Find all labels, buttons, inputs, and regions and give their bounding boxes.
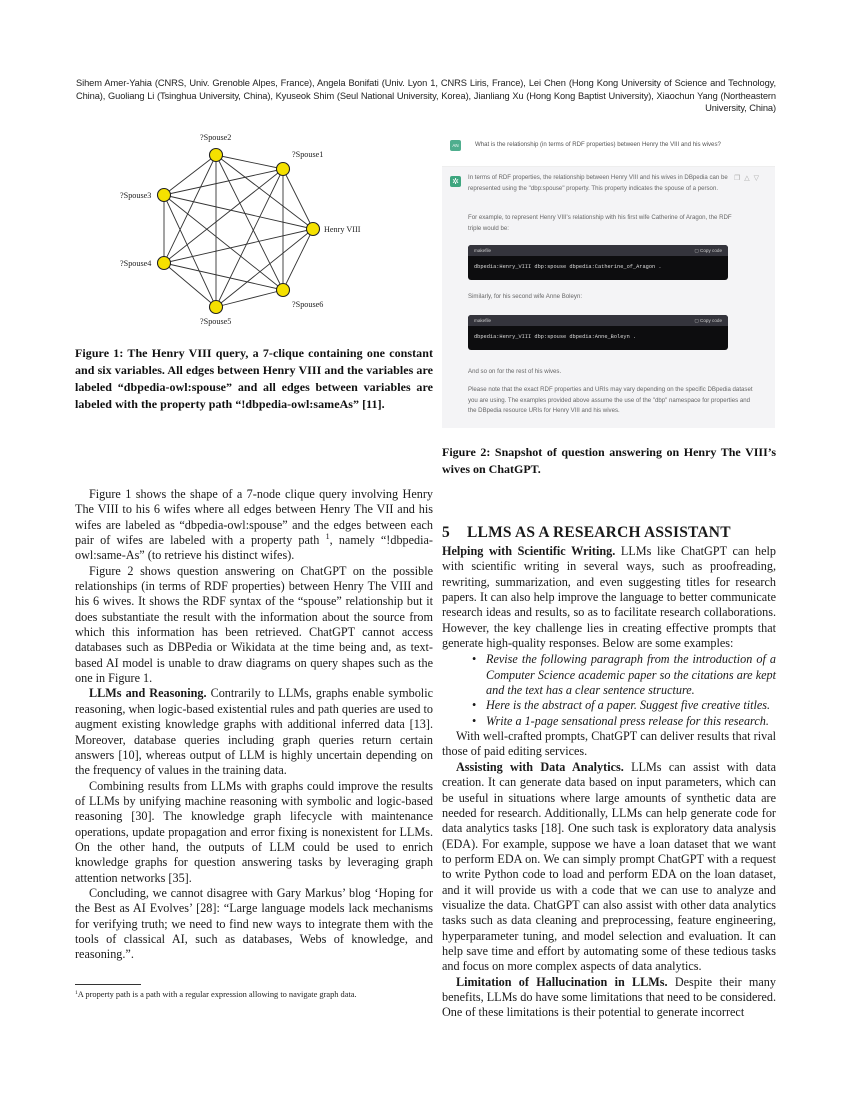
clique-graph <box>100 125 380 335</box>
copy-icon[interactable]: ❐ <box>733 175 745 182</box>
figure-1-caption: Figure 1: The Henry VIII query, a 7-clique containing one constant and six variables. All edges between Henry VIII and the variables are labeled “dbpedia-owl:spouse” and all edges between variables are labeled with the property path “!dbpedia-owl:sameAs” [11]. <box>75 346 433 411</box>
edge-spouse1-spouse3 <box>164 169 283 195</box>
edge-henry-spouse6 <box>283 229 313 290</box>
thumbs-up-icon[interactable]: △ <box>744 175 754 182</box>
answer-paragraph-1: In terms of RDF properties, the relationship between Henry VIII and his wives in DBpedia can be represented using the "dbp:spouse" property. This property indicates the spouse of a person. <box>468 174 728 192</box>
user-avatar: AN <box>450 140 461 151</box>
paragraph-heading: Helping with Scientific Writing. <box>442 544 616 558</box>
node-label-spouse4: ?Spouse4 <box>120 259 152 268</box>
edge-spouse5-spouse4 <box>164 263 216 307</box>
figure-2-chatgpt-snapshot <box>442 132 775 430</box>
node-label-spouse2: ?Spouse2 <box>200 133 232 142</box>
footnote <box>75 989 435 1000</box>
answer-paragraph-3: Similarly, for his second wife Anne Boleyn: <box>468 293 583 300</box>
node-henry <box>307 223 320 236</box>
node-label-spouse5: ?Spouse5 <box>200 317 232 326</box>
node-label-spouse3: ?Spouse3 <box>120 191 152 200</box>
code-text: dbpedia:Henry_VIII dbp:spouse dbpedia:Catherine_of_Aragon . <box>474 264 662 270</box>
text: LLMs like ChatGPT can help with scientific writing in several ways, such as proofreading, rewriting, summarization, and even suggesting titles for research papers. It can also help improve the language to better communicate research ideas and results, so as to facilitate research collaborations. However, the key challenge lies in creating effective prompts that generate high-quality responses. Below are some examples: <box>442 544 776 651</box>
paragraph-heading: Assisting with Data Analytics. <box>456 759 624 774</box>
section-number: 5 <box>442 524 450 541</box>
answer-paragraph-5: Please note that the exact RDF properties and URIs may vary depending on the specific DBpedia dataset you are using. The examples provided above assume the use of the "dbp" namespace for properties and the DBpedia resource URIs for Henry VIII and his wives. <box>468 386 753 414</box>
user-message <box>442 132 775 160</box>
edge-spouse5-spouse3 <box>164 195 216 307</box>
text: LLMs can assist with data creation. It can generate data based on input parameters, which can be useful in situations where large amounts of synthetic data are needed for research. Additionally, LLMs can help generate code for data analytics tasks [18]. One such task is exploratory data analysis (EDA). For example, suppose we have a loan dataset that we want to perform EDA on. We can simply prompt ChatGPT with a request to write Python code to load and perform EDA on the loan dataset, and it will provide us with a code that we can use to analyze and visualize the data. ChatGPT can also assist with other data analytics tasks such as data cleaning and preprocessing, feature engineering, hyperparameter tuning, and model selection and evaluation. It can help save time and effort by automating some of these tedious tasks and focus on more complex aspects of data analytics. <box>442 759 776 974</box>
text: Despite their many benefits, LLMs do have some limitations that need to be considered. One of these limitations is their potential to generate incorrect <box>442 974 776 1020</box>
node-spouse2 <box>210 149 223 162</box>
paragraph <box>75 487 433 564</box>
paragraph: Concluding, we cannot disagree with Gary Markus’ blog ‘Hoping for the Best as AI Evolves’ [28]: “Large language models lack mechanisms for verifying truth; we need to find new ways to integrate them with the tools of classical AI, such as databases, Webs of knowledge, and reasoning.”. <box>75 885 433 962</box>
node-spouse3 <box>158 189 171 202</box>
copy-code-button[interactable]: ▢ Copy code <box>694 318 722 323</box>
paragraph: Figure 2 shows question answering on ChatGPT on the possible relationships (in terms of RDF properties) between Henry The VIII and his 6 wives. It shows the RDF syntax of the “spouse” relationship but it does substantiate the result with the information about the source from which this information has been retrieved. ChatGPT cannot access databases such as DBPedia or Wikidata at the time being and, as text-based AI model is unable to draw diagrams on query shapes such as the one in Figure 1. <box>75 563 433 686</box>
edge-henry-spouse4 <box>164 229 313 263</box>
node-spouse5 <box>210 301 223 314</box>
thumbs-down-icon[interactable]: ▽ <box>753 175 763 182</box>
edge-spouse6-spouse3 <box>164 195 283 290</box>
node-spouse6 <box>277 284 290 297</box>
message-action-icons[interactable] <box>734 174 763 182</box>
code-block-header <box>468 245 728 256</box>
code-block-header <box>468 315 728 326</box>
figure-1-clique-diagram <box>100 125 380 335</box>
prompt-examples-list <box>442 652 776 729</box>
edge-henry-spouse5 <box>216 229 313 307</box>
right-column-body <box>442 523 776 1021</box>
answer-paragraph-2: For example, to represent Henry VIII's relationship with his first wife Catherine of Aragon, the RDF triple would be: <box>468 214 732 232</box>
node-label-spouse1: ?Spouse1 <box>292 150 324 159</box>
copy-code-label: Copy code <box>700 318 722 323</box>
figure-2-caption: Figure 2: Snapshot of question answering on Henry The VIII’s wives on ChatGPT. <box>442 445 776 476</box>
node-label-spouse6: ?Spouse6 <box>292 300 324 309</box>
footnote-text: A property path is a path with a regular expression allowing to navigate graph data. <box>77 990 357 999</box>
node-spouse1 <box>277 163 290 176</box>
paragraph: Combining results from LLMs with graphs could improve the results of LLMs by unifying machine reasoning with symbolic and logic-based reasoning [30]. The knowledge graph lifecycle with maintenance operations, update propagation and error fixing is nonexistent for LLMs. On the other hand, the outputs of LLM could be used to enrich knowledge graphs for question answering tasks by leveraging graph attention networks [35]. <box>75 778 433 885</box>
edge-spouse2-spouse6 <box>216 155 283 290</box>
edge-spouse1-spouse4 <box>164 169 283 263</box>
answer-paragraph-4: And so on for the rest of his wives. <box>468 368 562 375</box>
chatgpt-logo-icon: ✲ <box>450 176 461 187</box>
code-block-1 <box>468 245 728 280</box>
footnote-mark: 1 <box>75 990 78 996</box>
list-item: • Write a 1-page sensational press release for this research. <box>472 714 776 729</box>
user-question: What is the relationship (in terms of RDF properties) between Henry the VIII and his wives? <box>475 141 721 148</box>
paragraph <box>442 544 776 651</box>
footnote-ref[interactable]: 1 <box>325 532 330 542</box>
paragraph <box>75 686 433 778</box>
assistant-message <box>442 166 775 428</box>
text: Contrarily to LLMs, graphs enable symbolic reasoning, when logic-based existential rules and path queries are used to augment existing knowledge graphs with additional inferred data [13]. Moreover, database queries including graph queries return certain answers [10], whereas output of LLM is highly uncertain depending on the frequency of values in the training data. <box>75 686 433 778</box>
text: , namely “!dbpedia-owl:same-As” (to retrieve his distinct wifes). <box>75 533 433 563</box>
node-spouse4 <box>158 257 171 270</box>
code-language-label: makefile <box>474 248 492 253</box>
paragraph <box>442 975 776 1021</box>
running-header-authors: Sihem Amer-Yahia (CNRS, Univ. Grenoble Alpes, France), Angela Bonifati (Univ. Lyon 1, CNRS Liris, France), Lei Chen (Hong Kong University of Science and Technology, China), Guoliang Li (Tsinghua University, China), Kyuseok Shim (Seul National University, Korea), Jianliang Xu (Hong Kong Baptist University), Xiaochun Yang (Northeastern University, China) <box>76 78 776 114</box>
footnote-divider <box>75 984 141 985</box>
code-block-2 <box>468 315 728 350</box>
paragraph: With well-crafted prompts, ChatGPT can deliver results that rival those of paid editing services. <box>442 729 776 759</box>
list-item: • Here is the abstract of a paper. Suggest five creative titles. <box>472 698 776 713</box>
copy-code-label: Copy code <box>700 248 722 253</box>
section-heading <box>442 523 776 542</box>
list-item: • Revise the following paragraph from the introduction of a Computer Science academic paper so the citations are kept and the text has a clear sentence structure. <box>472 652 776 698</box>
code-text: dbpedia:Henry_VIII dbp:spouse dbpedia:Anne_Boleyn . <box>474 334 637 340</box>
edge-spouse1-henry <box>283 169 313 229</box>
paragraph-heading: LLMs and Reasoning. <box>89 686 207 701</box>
node-label-henry: Henry VIII <box>324 225 361 234</box>
edge-spouse2-spouse4 <box>164 155 216 263</box>
edge-spouse2-spouse1 <box>216 155 283 169</box>
section-title: LLMS AS A RESEARCH ASSISTANT <box>467 524 731 541</box>
left-column-body <box>75 487 433 963</box>
copy-code-button[interactable]: ▢ Copy code <box>694 248 722 253</box>
paragraph <box>442 760 776 975</box>
code-language-label: makefile <box>474 318 492 323</box>
text: Figure 1 shows the shape of a 7-node clique query involving Henry The VIII to his 6 wifes where all edges between Henry The VII and his wifes are labeled as “dbpedia-owl:spouse” and the edges between each pair of wifes are labeled with a property path <box>75 487 433 548</box>
paragraph-heading: Limitation of Hallucination in LLMs. <box>456 974 668 989</box>
